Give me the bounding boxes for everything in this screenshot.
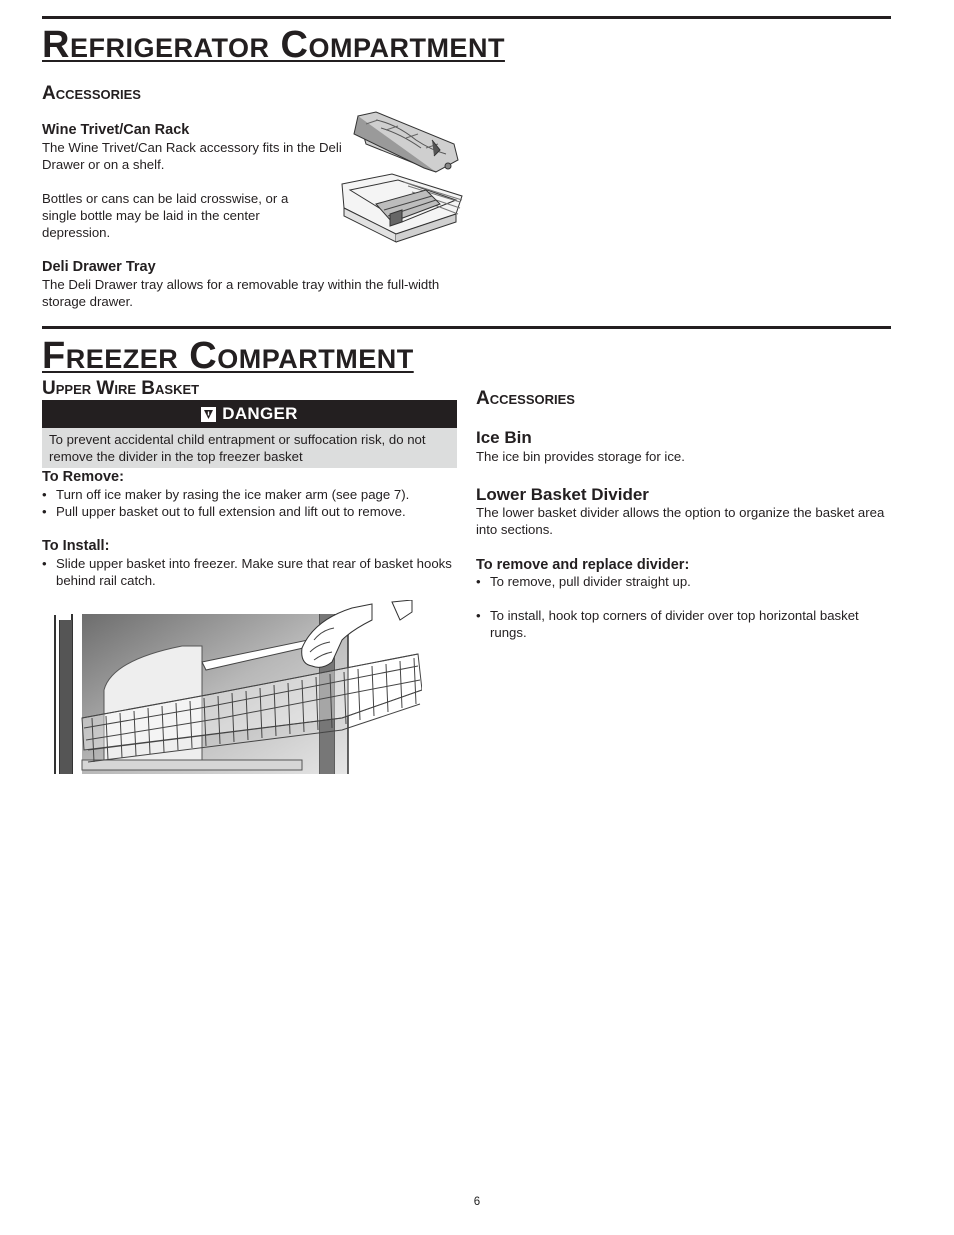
page-number: 6: [473, 1196, 481, 1208]
ice-bin-para: The ice bin provides storage for ice.: [476, 449, 685, 464]
top-rule: [42, 16, 891, 19]
to-install-list: [42, 555, 457, 589]
wine-trivet-heading: Wine Trivet/Can Rack: [42, 122, 190, 138]
remove-replace-divider-list: [476, 573, 888, 641]
deli-drawer-para: The Deli Drawer tray allows for a removable tray within the full-width storage drawer.: [42, 277, 440, 309]
list-item: • To install, hook top corners of divider over top horizontal basket rungs.: [476, 607, 888, 641]
lower-basket-divider-para: The lower basket divider allows the option to organize the basket area into sections.: [476, 505, 885, 537]
list-item: • To remove, pull divider straight up.: [476, 573, 888, 590]
danger-message: To prevent accidental child entrapment or suffocation risk, do not remove the divider in the top freezer basket: [49, 432, 426, 464]
ice-bin-heading: Ice Bin: [476, 428, 532, 447]
wine-rack-illustration: [336, 110, 466, 248]
list-item: • Turn off ice maker by rasing the ice maker arm (see page 7).: [42, 486, 457, 503]
freezer-compartment-title: Freezer Compartment: [42, 335, 414, 377]
freezer-rule: [42, 326, 891, 329]
danger-banner: [42, 400, 457, 428]
refrigerator-accessories-heading: Accessories: [42, 83, 141, 104]
list-item: • Pull upper basket out to full extension and lift out to remove.: [42, 503, 457, 520]
wine-trivet-para2: Bottles or cans can be laid crosswise, or a single bottle may be laid in the center depression.: [42, 191, 289, 240]
wire-basket-illustration: [52, 600, 422, 775]
upper-wire-basket-heading: Upper Wire Basket: [42, 378, 200, 399]
to-install-heading: To Install:: [42, 538, 110, 554]
to-remove-heading: To Remove:: [42, 469, 124, 485]
freezer-accessories-heading: Accessories: [476, 388, 575, 409]
danger-label: DANGER: [222, 404, 298, 423]
refrigerator-compartment-title: Refrigerator Compartment: [42, 24, 505, 66]
wine-trivet-para1: The Wine Trivet/Can Rack accessory fits in the Deli Drawer or on a shelf.: [42, 140, 342, 172]
danger-message-box: [42, 428, 457, 468]
lower-basket-divider-heading: Lower Basket Divider: [476, 485, 649, 504]
list-item: • Slide upper basket into freezer. Make sure that rear of basket hooks behind rail catch.: [42, 555, 457, 589]
danger-icon: [201, 407, 216, 422]
to-remove-list: [42, 486, 457, 520]
deli-drawer-heading: Deli Drawer Tray: [42, 259, 156, 275]
remove-replace-divider-heading: To remove and replace divider:: [476, 557, 690, 573]
